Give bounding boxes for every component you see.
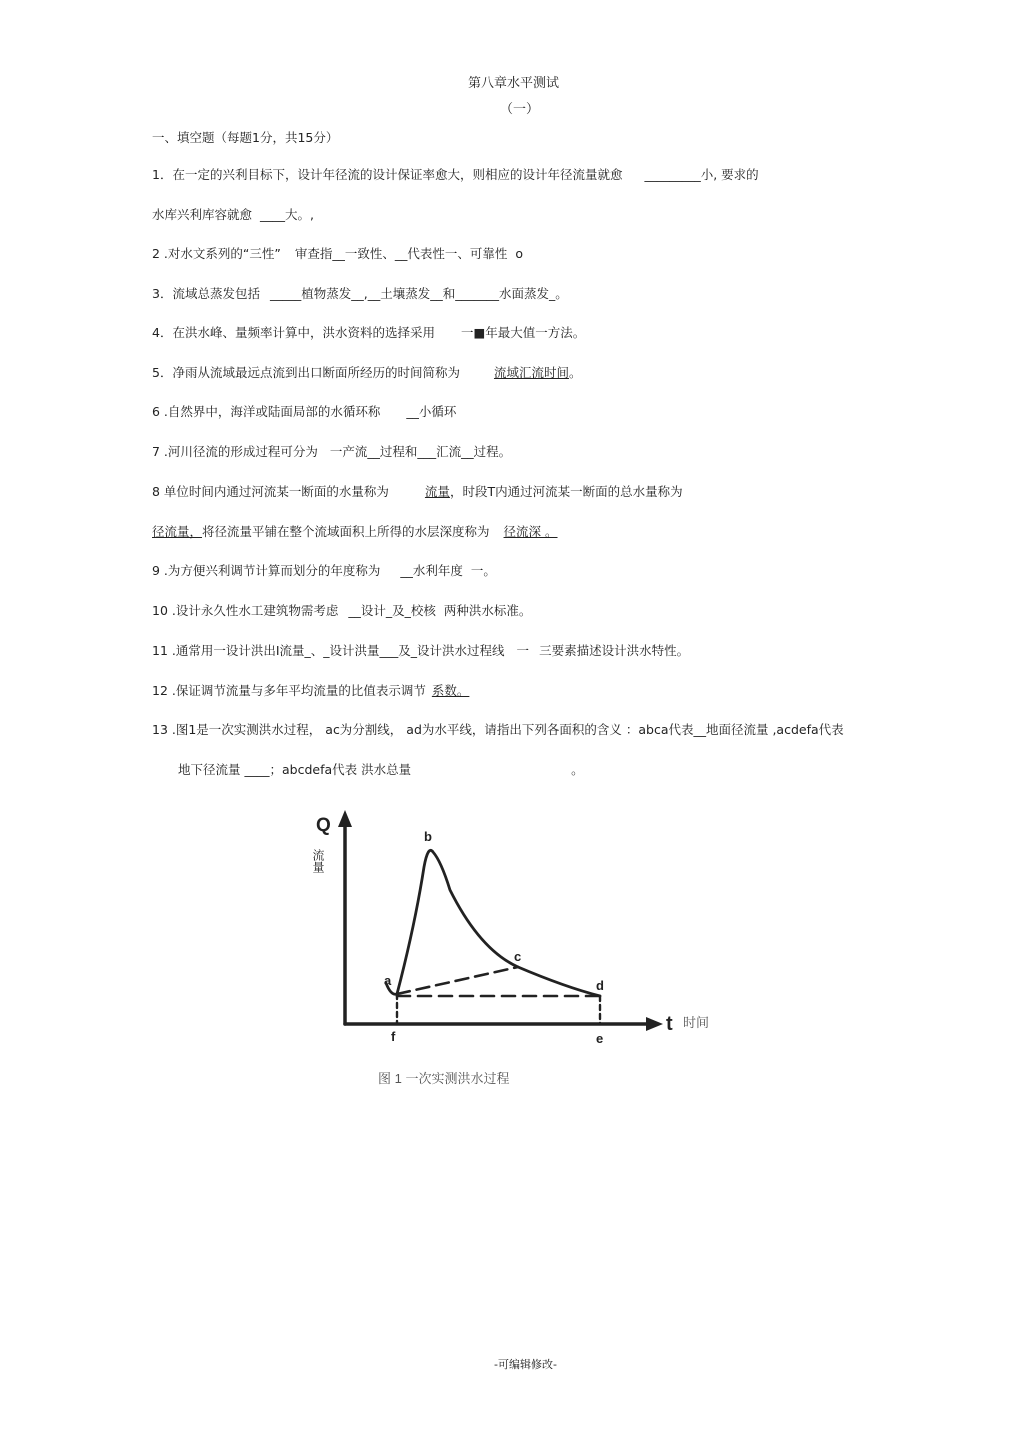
- point-label-b: b: [424, 829, 432, 844]
- question-10-answer: __设计_及_校核: [348, 603, 436, 618]
- question-5-answer: 流域汇流时间: [493, 365, 569, 380]
- question-7-answer: 一产流__过程和___汇流__过程。: [329, 444, 512, 459]
- question-3: [152, 286, 568, 302]
- question-7-stem: 7 .河川径流的形成过程可分为: [152, 444, 318, 459]
- question-11-dash: 一: [516, 643, 530, 658]
- question-10-tail: 两种洪水标准。: [443, 603, 532, 618]
- question-1-stem: 1．在一定的兴利目标下，设计年径流的设计保证率愈大，则相应的设计年径流量就愈: [152, 167, 623, 182]
- section-heading: 一、填空题（每题1分，共15分）: [152, 130, 339, 145]
- question-10-stem: 10 .设计永久性水工建筑物需考虑: [152, 603, 339, 618]
- point-label-a: a: [384, 973, 392, 988]
- question-8-answer-1: 流量: [424, 484, 450, 499]
- question-2-stem: 2 .对水文系列的“三性”: [152, 246, 281, 261]
- question-8-answer-3: 径流深 。: [503, 524, 558, 539]
- point-label-c: c: [514, 949, 522, 964]
- y-axis-letter: Q: [316, 815, 331, 836]
- page-title: 第八章水平测试: [468, 76, 560, 91]
- question-7: [152, 444, 511, 460]
- question-8-stem-2: ，时段T内通过河流某一断面的总水量称为: [449, 484, 683, 499]
- question-12-answer: 系数。: [431, 683, 470, 698]
- hydrograph-curve: [386, 850, 600, 996]
- y-axis-arrow: [338, 810, 352, 827]
- page-footer: -可编辑修改-: [494, 1358, 557, 1371]
- question-2-answer: 审查指__一致性、__代表性一、可靠性: [294, 246, 508, 261]
- question-3-stem: 3．流域总蒸发包括: [152, 286, 260, 301]
- question-10: [152, 603, 531, 619]
- x-axis-label: 时间: [683, 1015, 710, 1030]
- question-8-stem-3: 将径流量平铺在整个流域面积上所得的水层深度称为: [202, 524, 490, 539]
- question-9: [152, 563, 496, 579]
- question-1-answer: _________小, 要求的: [644, 167, 759, 182]
- question-4-stem: 4．在洪水峰、量频率计算中，洪水资料的选择采用: [152, 325, 435, 340]
- question-1-line-1: [152, 167, 759, 183]
- question-2-tail: o: [515, 246, 524, 261]
- question-6: [152, 404, 456, 420]
- question-1-line-2: [152, 207, 314, 223]
- flood-hydrograph-figure: [300, 805, 740, 1095]
- y-axis-label: 流量: [311, 849, 325, 873]
- separation-line-ac: [397, 967, 518, 994]
- question-9-tail: 一。: [470, 563, 496, 578]
- question-12-stem: 12 .保证调节流量与多年平均流量的比值表示调节: [152, 683, 426, 698]
- figure-caption: 图 1 一次实测洪水过程: [378, 1071, 510, 1086]
- question-6-stem: 6 .自然界中，海洋或陆面局部的水循环称: [152, 404, 381, 419]
- question-4-answer: 一■年最大值一方法。: [460, 325, 586, 340]
- question-3-answer: _____植物蒸发__,__土壤蒸发__和_______水面蒸发_。: [269, 286, 568, 301]
- question-13-tail: 。: [571, 762, 584, 777]
- question-8-line-1: [152, 484, 683, 500]
- question-13-line-2: [178, 762, 584, 778]
- question-6-answer: __小循环: [406, 404, 457, 419]
- x-axis-letter: t: [666, 1013, 673, 1035]
- question-13-answer: 地下径流量 ____；abcdefa代表 洪水总量: [178, 762, 412, 777]
- point-label-d: d: [596, 978, 604, 993]
- question-9-answer: __水利年度: [400, 563, 463, 578]
- question-4: [152, 325, 585, 341]
- question-11-tail: 三要素描述设计洪水特性。: [539, 643, 690, 658]
- question-11-answer: 11 .通常用一设计洪出I流量_、_设计洪量___及_设计洪水过程线: [152, 643, 505, 658]
- question-5-stem: 5．净雨从流域最远点流到出口断面所经历的时间简称为: [152, 365, 460, 380]
- question-13-line-1: 13 .图1是一次实测洪水过程， ac为分割线， ad为水平线，请指出下列各面积的含义 ：abca代表__地面径流量 ,acdefa代表: [152, 722, 844, 737]
- question-8-answer-2: 径流量，: [152, 524, 203, 539]
- question-5-tail: 。: [568, 365, 582, 380]
- question-1-stem-cont: 水库兴利库容就愈: [152, 207, 253, 222]
- point-label-f: f: [391, 1029, 396, 1044]
- question-9-stem: 9 .为方便兴利调节计算而划分的年度称为: [152, 563, 381, 578]
- question-12: [152, 683, 469, 699]
- question-8-line-2: [152, 524, 558, 540]
- x-axis-arrow: [646, 1017, 663, 1031]
- question-1-answer-2: ____大。,: [260, 207, 314, 222]
- question-11: [152, 643, 689, 659]
- question-5: [152, 365, 582, 381]
- question-2: [152, 246, 523, 262]
- point-label-e: e: [596, 1031, 604, 1046]
- question-8-stem: 8 单位时间内通过河流某一断面的水量称为: [152, 484, 389, 499]
- page-subtitle: （一）: [500, 102, 540, 117]
